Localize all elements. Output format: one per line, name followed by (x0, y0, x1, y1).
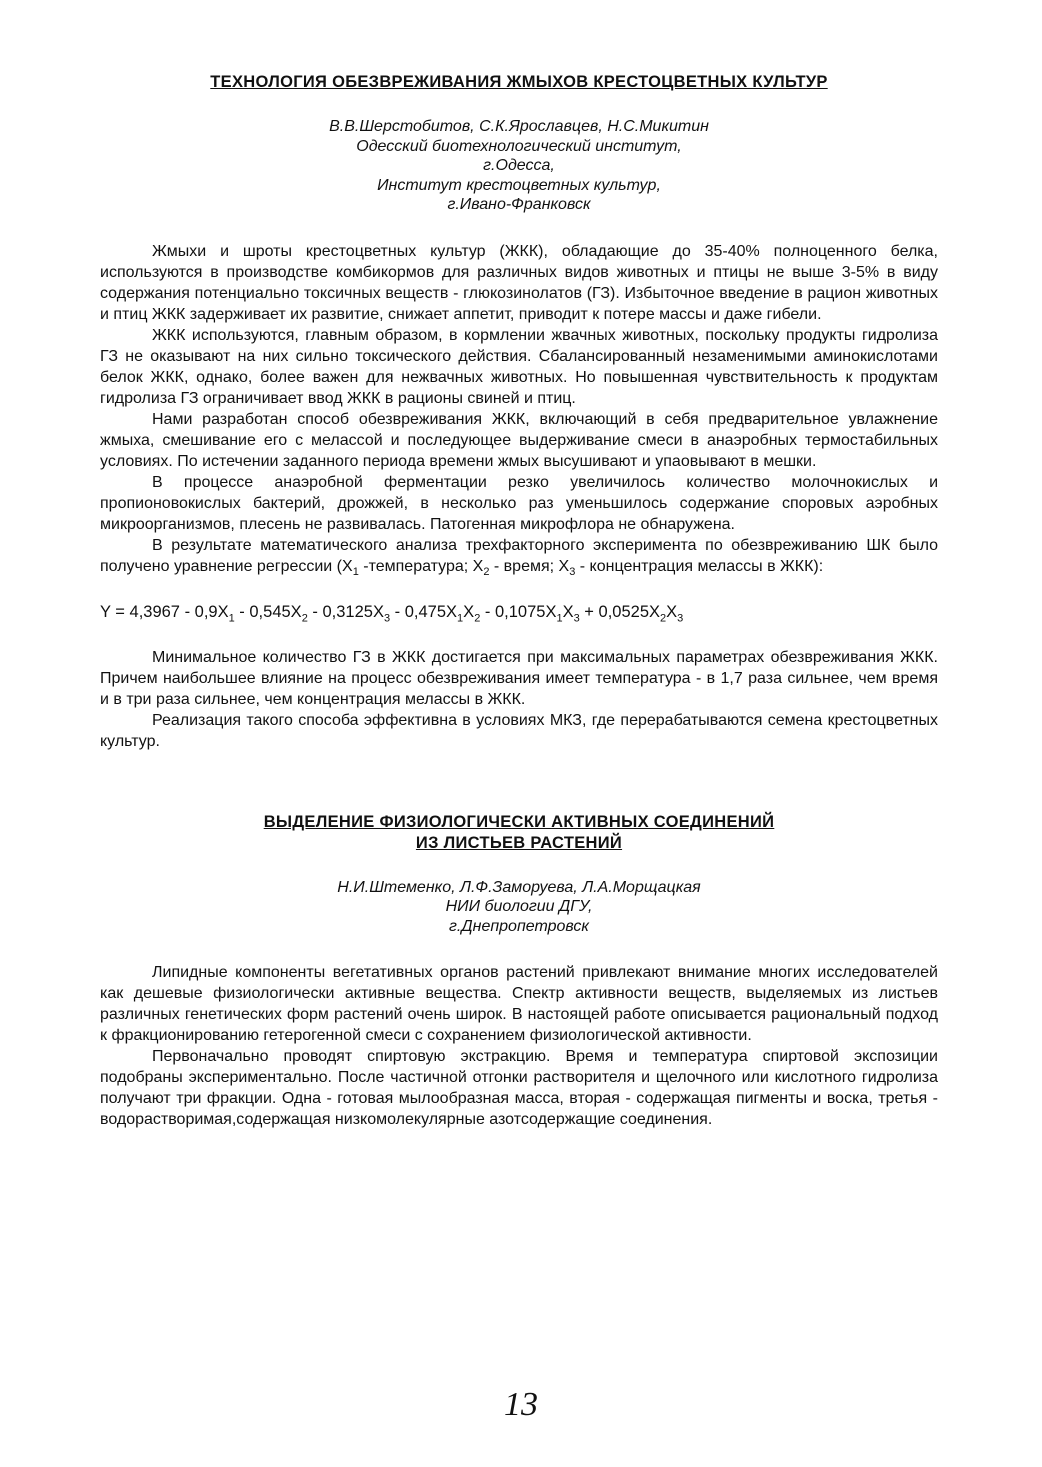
article2-authors (100, 878, 938, 937)
article1-city-2: г.Ивано-Франковск (447, 196, 591, 213)
article1-affiliation-1: Одесский биотехнологический институт, (356, 137, 682, 155)
article2-paragraph-1: Липидные компоненты вегетативных органов растений привлекают внимание многих исследователей как дешевые физиологически активные вещества. Спектр активности веществ, выделяемых из листьев различных генетических форм растений очень широк. В настоящей работе описывается рациональный подход к фракционированию гетерогенной смеси с сохранением физиологической активности. (100, 964, 938, 1045)
article2-body (100, 962, 938, 1130)
section-gap (100, 752, 938, 812)
article1-title: ТЕХНОЛОГИЯ ОБЕЗВРЕЖИВАНИЯ ЖМЫХОВ КРЕСТОЦВЕТНЫХ КУЛЬТУР (210, 73, 828, 91)
article1-paragraph-2: ЖКК используются, главным образом, в кормлении жвачных животных, поскольку продукты гидролиза ГЗ не оказывают на них сильно токсического действия. Сбалансированный незаменимыми аминокислотами белок ЖКК, однако, более важен для нежвачных животных. Но повышенная чувствительность к продуктам гидролиза ГЗ ограничивает ввод ЖКК в рационы свиней и птиц. (100, 326, 938, 407)
article2-title (100, 812, 938, 854)
article2-affiliation: НИИ биологии ДГУ, (445, 898, 593, 916)
article2-author-names: Н.И.Штеменко, Л.Ф.Заморуева, Л.А.Морщацкая (337, 878, 701, 896)
article1-paragraph-4: В процессе анаэробной ферментации резко увеличилось количество молочнокислых и пропионовокислых бактерий, дрожжей, в несколько раз уменьшилось содержание споровых аэробных микроорганизмов, плесень не развивалась. Патогенная микрофлора не обнаружена. (100, 473, 938, 533)
article2-title-line-2: ИЗ ЛИСТЬЕВ РАСТЕНИЙ (415, 833, 623, 852)
article1-regression-intro: В результате математического анализа трехфакторного эксперимента по обезвреживанию ШК было получено уравнение регрессии ($X_1$ -температура; $X_2$ - время; $X_3$ - концентрация мелассы в ЖКК): (100, 536, 938, 578)
article2-paragraph-2: Первоначально проводят спиртовую экстракцию. Время и температура спиртовой экспозиции подобраны экспериментально. После частичной отгонки растворителя и щелочного или кислотного гидролиза получают три фракции. Одна - готовая мылообразная масса, вторая - содержащая пигменты и воска, третья - водорастворимая,содержащая низкомолекулярные азотсодержащие соединения. (100, 1048, 938, 1129)
regression-equation: $Y = 4,3967 - 0,9X_1 - 0,545X_2 - 0,3125X_3 - 0,475X_1X_2 - 0,1075X_1X_3 + 0,0525X_2X_3$ (100, 602, 684, 624)
article1-paragraph-5: Минимальное количество ГЗ в ЖКК достигается при максимальных параметрах обезвреживания ЖКК. Причем наибольшее влияние на процесс обезвреживания имеет температура - в 1,7 раза сильнее, чем время и в три раза сильнее, чем концентрация мелассы в ЖКК. (100, 648, 938, 708)
article1-paragraph-6: Реализация такого способа эффективна в условиях МКЗ, где перерабатываются семена крестоцветных культур. (100, 711, 938, 750)
article1-paragraph-3: Нами разработан способ обезвреживания ЖКК, включающий в себя предварительное увлажнение жмыха, смешивание его с мелассой и последующее выдерживание смеси в анаэробных термостабильных условиях. По истечении заданного периода времени жмых высушивают и упаовывают в мешки. (100, 410, 938, 470)
article1-city-1: г.Одесса, (483, 157, 555, 174)
article1-affiliation-2: Институт крестоцветных культур, (377, 176, 661, 194)
article2-city: г.Днепропетровск (449, 917, 589, 935)
article1-body (100, 241, 938, 752)
article1-paragraph-1: Жмыхи и шроты крестоцветных культур (ЖКК), обладающие до 35-40% полноценного белка, используются в производстве комбикормов для различных видов животных и птицы не выше 3-5% в виду содержания потенциально токсичных веществ - глюкозинолатов (ГЗ). Избыточное введение в рацион животных и птиц ЖКК задерживает их развитие, снижает аппетит, приводит к потере массы и даже гибели. (100, 242, 938, 323)
article1-authors (100, 117, 938, 215)
article2-title-line-1: ВЫДЕЛЕНИЕ ФИЗИОЛОГИЧЕСКИ АКТИВНЫХ СОЕДИНЕНИЙ (263, 812, 775, 831)
page-number: 13 (504, 1386, 538, 1423)
page-content (100, 72, 938, 1130)
article1-author-names: В.В.Шерстобитов, С.К.Ярославцев, Н.С.Микитин (329, 118, 709, 135)
